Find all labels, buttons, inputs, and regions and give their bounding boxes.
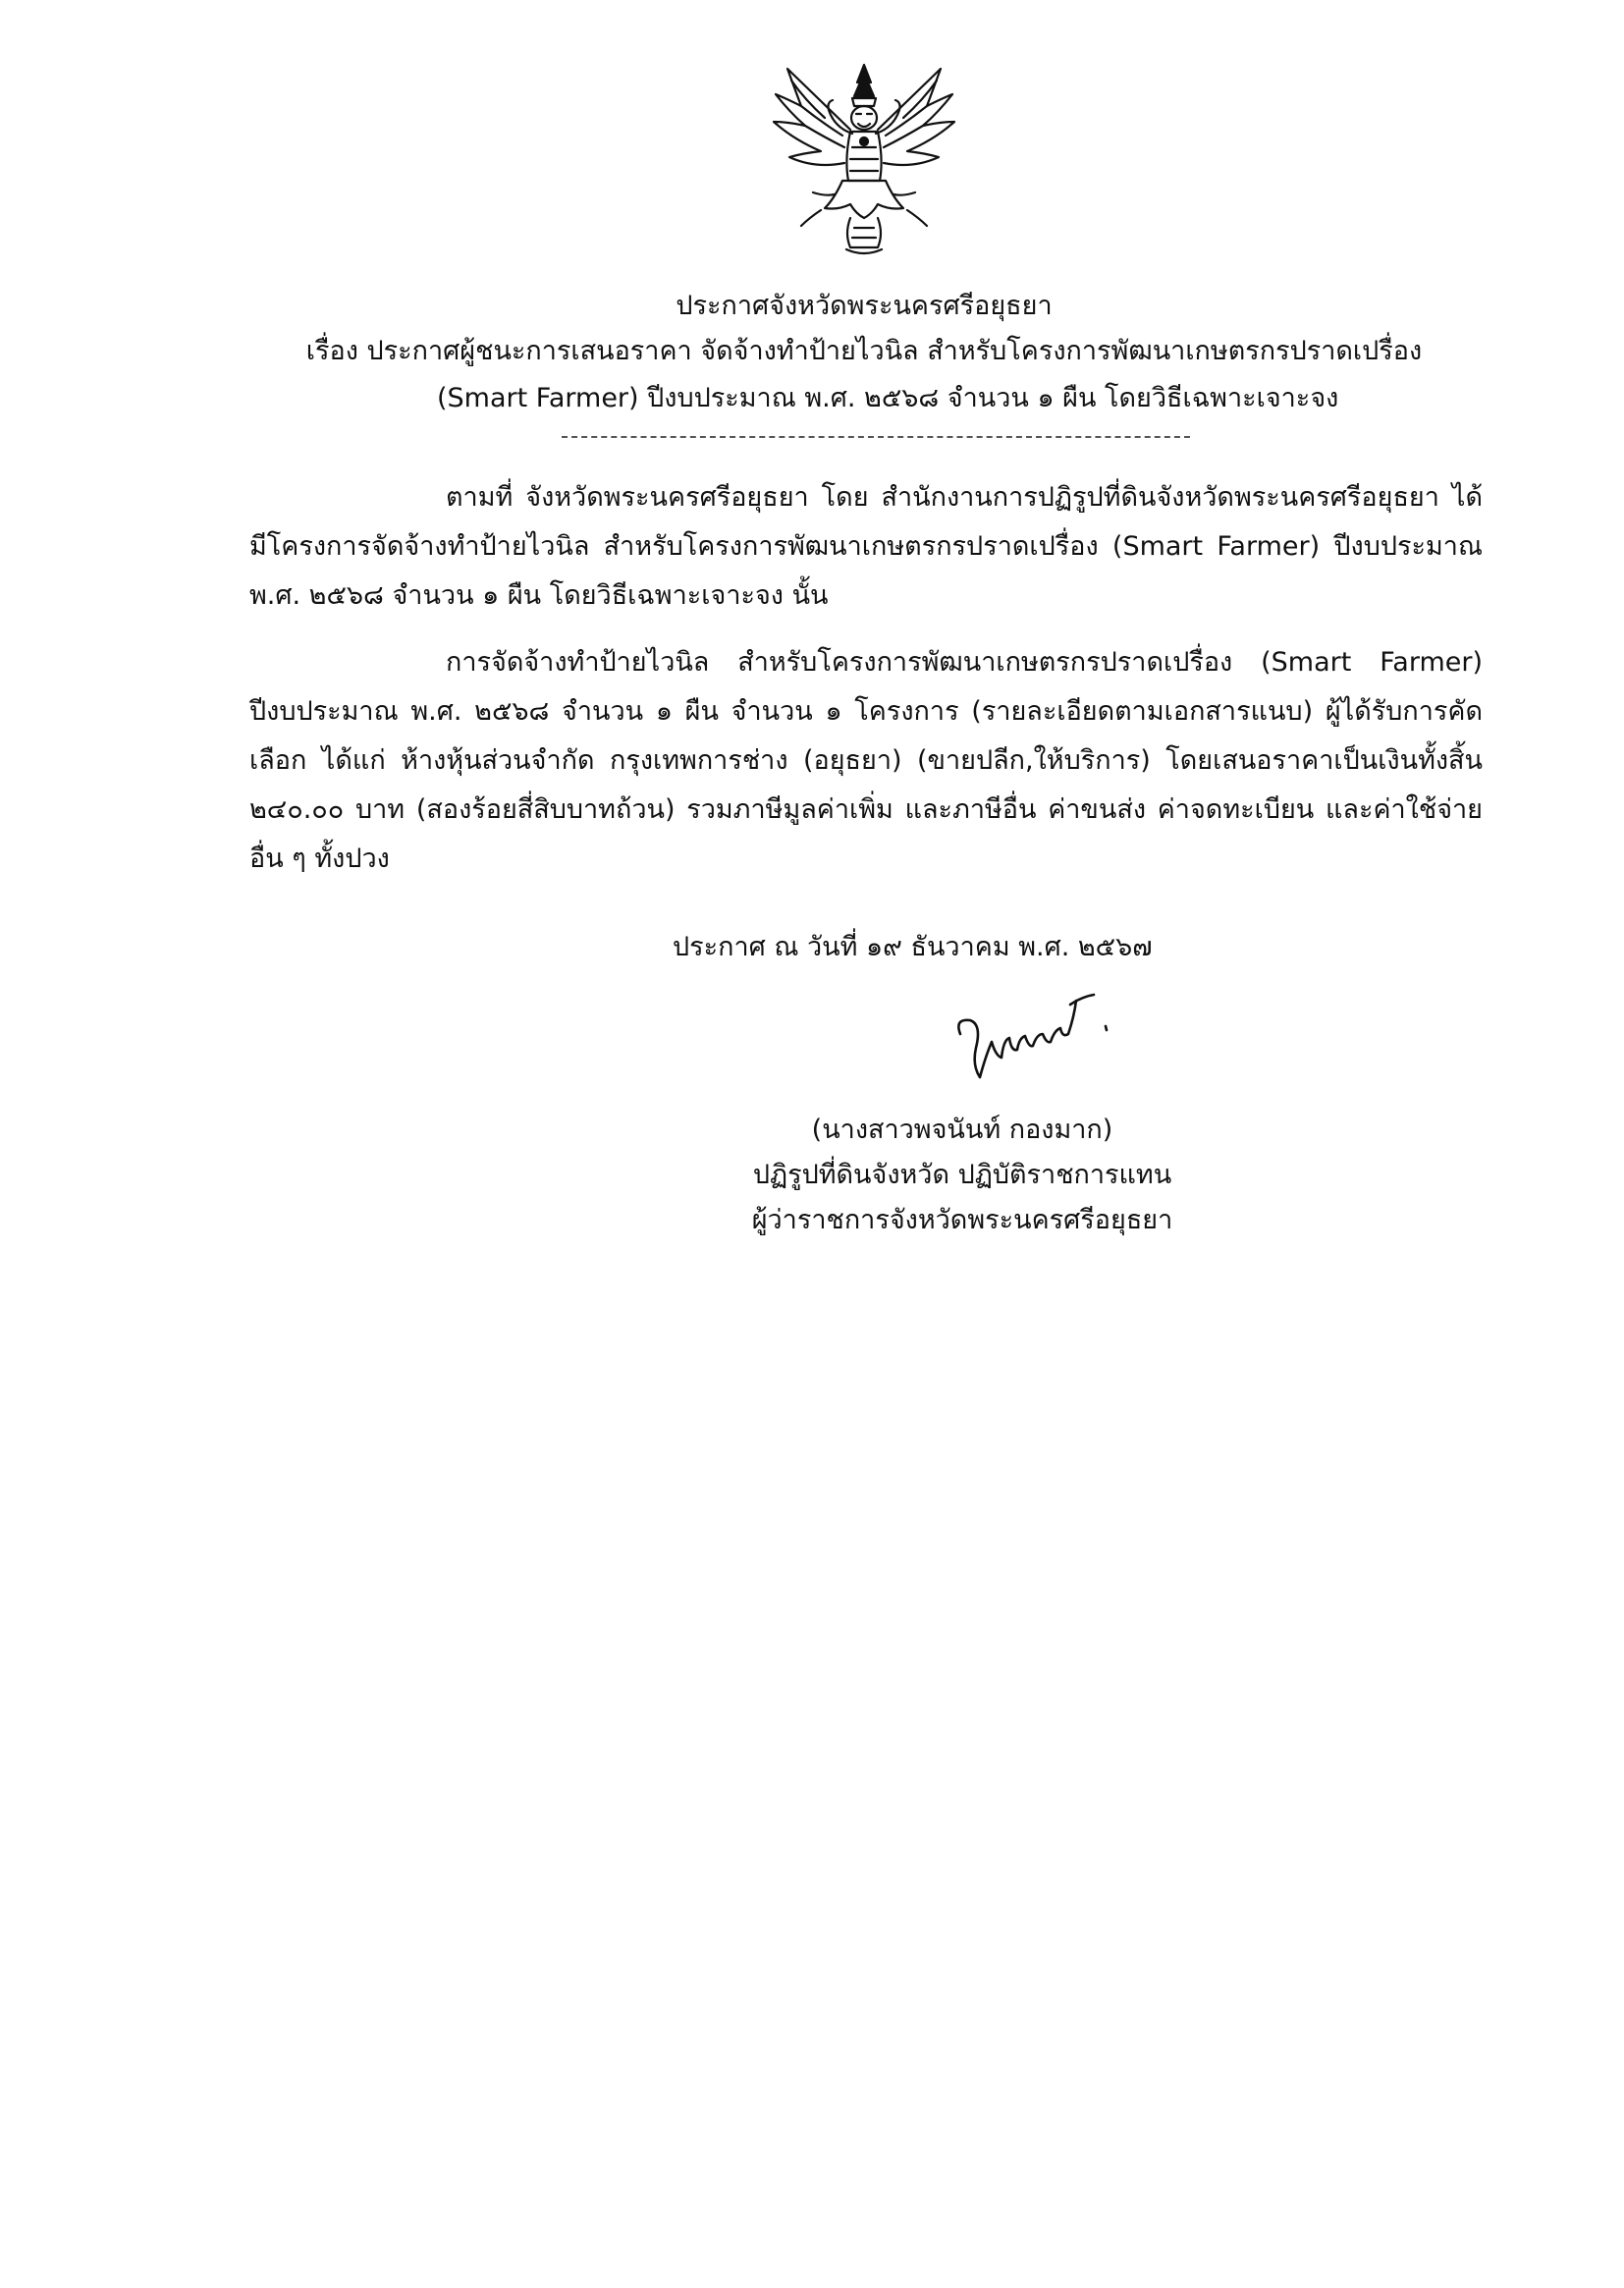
signatory-name: (นางสาวพจนันท์ กองมาก) bbox=[811, 1115, 1113, 1145]
document-subject-line-1: เรื่อง ประกาศผู้ชนะการเสนอราคา จัดจ้างทำป้ายไวนิล สำหรับโครงการพัฒนาเกษตรกรปราดเปรื่อง bbox=[305, 336, 1423, 366]
document-title: ประกาศจังหวัดพระนครศรีอยุธยา bbox=[676, 291, 1053, 321]
body-paragraph-1: ตามที่ จังหวัดพระนครศรีอยุธยา โดย สำนักงานการปฏิรูปที่ดินจังหวัดพระนครศรีอยุธยา ได้มีโครงการจัดจ้างทำป้ายไวนิล สำหรับโครงการพัฒนาเกษตรกรปราดเปรื่อง (Smart Farmer) ปีงบประมาณ พ.ศ. ๒๕๖๘ จำนวน ๑ ผืน โดยวิธีเฉพาะเจาะจง นั้น bbox=[249, 482, 1483, 611]
body-paragraph-2: การจัดจ้างทำป้ายไวนิล สำหรับโครงการพัฒนาเกษตรกรปราดเปรื่อง (Smart Farmer) ปีงบประมาณ พ.ศ. ๒๕๖๘ จำนวน ๑ ผืน จำนวน ๑ โครงการ (รายละเอียดตามเอกสารแนบ) ผู้ได้รับการคัดเลือก ได้แก่ ห้างหุ้นส่วนจำกัด กรุงเทพการช่าง (อยุธยา) (ขายปลีก,ให้บริการ) โดยเสนอราคาเป็นเงินทั้งสิ้น ๒๔๐.๐๐ บาท (สองร้อยสี่สิบบาทถ้วน) รวมภาษีมูลค่าเพิ่ม และภาษีอื่น ค่าขนส่ง ค่าจดทะเบียน และค่าใช้จ่ายอื่น ๆ ทั้งปวง bbox=[249, 647, 1483, 874]
signatory-position: ปฏิรูปที่ดินจังหวัด ปฏิบัติราชการแทน bbox=[752, 1160, 1172, 1190]
signatory-block bbox=[727, 1108, 1198, 1243]
signatory-on-behalf-of: ผู้ว่าราชการจังหวัดพระนครศรีอยุธยา bbox=[751, 1205, 1173, 1235]
header-divider bbox=[562, 436, 1190, 438]
garuda-emblem-icon bbox=[766, 61, 962, 257]
announcement-date: ประกาศ ณ วันที่ ๑๙ ธันวาคม พ.ศ. ๒๕๖๗ bbox=[673, 932, 1153, 962]
document-subject-line-2: (Smart Farmer) ปีงบประมาณ พ.ศ. ๒๕๖๘ จำนวน ๑ ผืน โดยวิธีเฉพาะเจาะจง bbox=[437, 383, 1339, 413]
handwritten-signature bbox=[952, 987, 1129, 1095]
